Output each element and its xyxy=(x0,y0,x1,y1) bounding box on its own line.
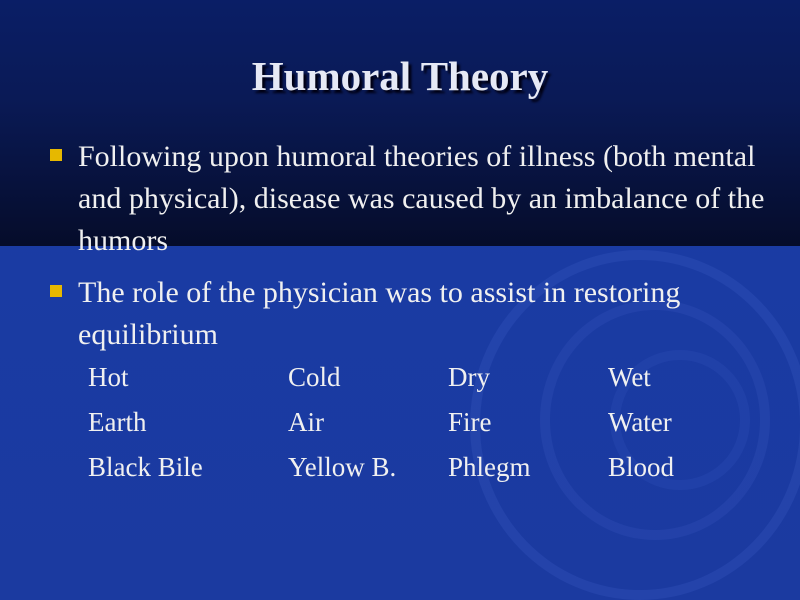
bullet-item xyxy=(50,272,770,356)
humors-cell: Hot xyxy=(88,362,129,392)
slide-title: Humoral Theory xyxy=(251,53,549,99)
square-bullet-icon xyxy=(50,285,62,297)
humors-cell: Dry xyxy=(448,362,490,392)
humors-cell: Yellow B. xyxy=(288,452,397,482)
bullet-text: Following upon humoral theories of illness (both mental and physical), disease was caused by an imbalance of the humors xyxy=(78,140,765,257)
humors-cell: Wet xyxy=(608,362,651,392)
bullet-text: The role of the physician was to assist in restoring equilibrium xyxy=(78,276,681,351)
humors-cell: Earth xyxy=(88,407,147,437)
humors-cell: Fire xyxy=(448,407,492,437)
humors-cell: Black Bile xyxy=(88,452,203,482)
humors-cell: Blood xyxy=(608,452,675,482)
humors-cell: Water xyxy=(608,407,672,437)
humors-cell: Air xyxy=(288,407,324,437)
square-bullet-icon xyxy=(50,149,62,161)
humors-cell: Phlegm xyxy=(448,452,531,482)
humors-cell: Cold xyxy=(288,362,341,392)
bullet-item xyxy=(50,136,770,262)
bullet-list xyxy=(50,136,770,366)
